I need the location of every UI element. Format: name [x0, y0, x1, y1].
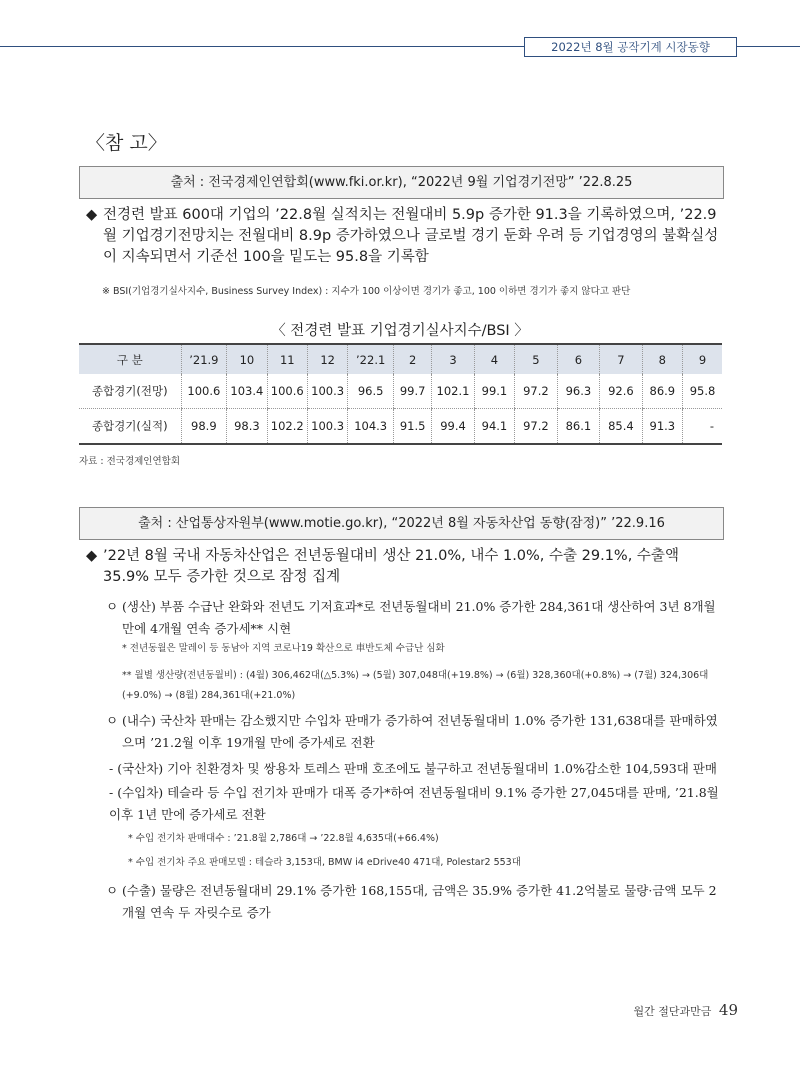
table-source: 자료 : 전국경제인연합회: [79, 456, 181, 467]
header-cell: ’22.1: [348, 344, 394, 374]
section-title: 〈참 고〉: [86, 132, 167, 154]
table-cell: 98.3: [227, 409, 267, 445]
bullet-text: ’22년 8월 국내 자동차산업은 전년동월대비 생산 21.0%, 내수 1.0%, 수출 29.1%, 수출액 35.9% 모두 증가한 것으로 잠정 집계: [103, 548, 679, 585]
header-cell: 10: [227, 344, 267, 374]
table-cell: 102.2: [267, 409, 307, 445]
table-cell: 94.1: [474, 409, 514, 445]
table-cell: 100.6: [267, 374, 307, 409]
table-cell: 99.4: [432, 409, 475, 445]
table-cell: 99.1: [474, 374, 514, 409]
page-footer: [634, 1001, 738, 1019]
table-cell: 95.8: [683, 374, 722, 409]
circle-bullet-icon: ㅇ: [106, 599, 119, 614]
table-cell: 92.6: [600, 374, 643, 409]
circle-bullet-icon: ㅇ: [106, 883, 119, 898]
table-row: [79, 374, 722, 409]
table-cell: 98.9: [181, 409, 227, 445]
header-cell: 구 분: [79, 344, 181, 374]
header-cell: 4: [474, 344, 514, 374]
source-box-motie: 출처 : 산업통상자원부(www.motie.go.kr), “2022년 8월 자동차산업 동향(잠정)” ’22.9.16: [79, 507, 724, 540]
item-text: (내수) 국산차 판매는 감소했지만 수입차 판매가 증가하여 전년동월대비 1.0% 증가한 131,638대를 판매하였으며 ’21.2월 이후 19개월 만에 증가세로 전환: [122, 713, 718, 750]
source-box-fki: 출처 : 전국경제인연합회(www.fki.or.kr), “2022년 9월 기업경기전망” ’22.8.25: [79, 166, 724, 199]
table-cell: 99.7: [394, 374, 432, 409]
magazine-name: 월간 절단과만금: [633, 1005, 712, 1018]
header-cell: 3: [432, 344, 475, 374]
table-cell: 96.3: [557, 374, 600, 409]
header-cell: 8: [642, 344, 682, 374]
table-header-row: [79, 344, 722, 374]
table-cell: 104.3: [348, 409, 394, 445]
table-cell: 102.1: [432, 374, 475, 409]
table-cell: 97.2: [515, 374, 558, 409]
diamond-bullet-icon: ◆: [86, 207, 98, 223]
table-cell: 97.2: [515, 409, 558, 445]
item-domestic-import: - (수입차) 테슬라 등 수입 전기차 판매가 대폭 증가*하여 전년동월대비 9.1% 증가한 27,045대를 판매, ’21.8월 이후 1년 만에 증가세로 전환: [109, 785, 719, 822]
header-cell: 11: [267, 344, 307, 374]
page-number: 49: [718, 1001, 738, 1019]
header-cell: 9: [683, 344, 722, 374]
header-cell: 12: [307, 344, 347, 374]
item-export: [106, 880, 726, 924]
diamond-bullet-icon: ◆: [86, 548, 98, 564]
header-cell: ’21.9: [181, 344, 227, 374]
table-cell: 86.9: [642, 374, 682, 409]
bullet-text: 전경련 발표 600대 기업의 ’22.8월 실적치는 전월대비 5.9p 증가한 91.3을 기록하였으며, ’22.9월 기업경기전망치는 전월대비 8.9p 증가하였으나 글로벌 경기 둔화 우려 등 기업경영의 불확실성이 지속되면서 기준선 100을 밑도는 95.8을 기록함: [103, 207, 719, 265]
row-label: 종합경기(실적): [91, 419, 168, 433]
table-cell: 91.3: [642, 409, 682, 445]
row-label: 종합경기(전망): [79, 374, 181, 409]
table-cell: 100.3: [307, 374, 347, 409]
import-note-1: * 수입 전기차 판매대수 : ’21.8월 2,786대 → ’22.8월 4,635대(+66.4%): [128, 833, 439, 844]
item-text: (생산) 부품 수급난 완화와 전년도 기저효과*로 전년동월대비 21.0% 증가한 284,361대 생산하여 3년 8개월 만에 4개월 연속 증가세** 시현: [122, 599, 716, 636]
table-cell: 91.5: [394, 409, 432, 445]
item-text: (수출) 물량은 전년동월대비 29.1% 증가한 168,155대, 금액은 35.9% 증가한 41.2억불로 물량·금액 모두 2개월 연속 두 자릿수로 증가: [122, 883, 717, 920]
item-domestic-korean: - (국산차) 기아 친환경차 및 쌍용차 토레스 판매 호조에도 불구하고 전년동월대비 1.0%감소한 104,593대 판매: [109, 761, 717, 776]
bsi-table: [79, 343, 722, 445]
production-note-1: * 전년동월은 말레이 등 동남아 지역 코로나19 확산으로 車반도체 수급난 심화: [122, 643, 445, 654]
item-domestic: [106, 710, 726, 754]
header-cell: 7: [600, 344, 643, 374]
table-cell: 86.1: [557, 409, 600, 445]
bullet-auto-industry: [86, 546, 726, 588]
circle-bullet-icon: ㅇ: [106, 713, 119, 728]
table-cell: -: [683, 409, 722, 445]
import-note-2: * 수입 전기차 주요 판매모델 : 테슬라 3,153대, BMW i4 eDrive40 471대, Polestar2 553대: [128, 857, 521, 868]
header-cell: 6: [557, 344, 600, 374]
table-cell: 103.4: [227, 374, 267, 409]
table-cell: 85.4: [600, 409, 643, 445]
bsi-note: ※ BSI(기업경기실사지수, Business Survey Index) : 지수가 100 이상이면 경기가 좋고, 100 이하면 경기가 좋지 않다고 판단: [102, 286, 631, 297]
table-cell: 100.6: [181, 374, 227, 409]
table-title: 〈 전경련 발표 기업경기실사지수/BSI 〉: [271, 323, 529, 339]
header-title: 2022년 8월 공작기계 시장동향: [524, 37, 737, 57]
header-cell: 5: [515, 344, 558, 374]
item-production: [106, 596, 726, 640]
production-note-2: ** 월별 생산량(전년동월비) : (4월) 306,462대(△5.3%) → (5월) 307,048대(+19.8%) → (6월) 328,360대(+0.8%) → (7월) 324,306대(+9.0%) → (8월) 284,361대(+21.0%): [122, 670, 709, 701]
table-cell: 100.3: [307, 409, 347, 445]
header-cell: 2: [394, 344, 432, 374]
bullet-bsi-summary: [86, 205, 726, 268]
table-cell: 96.5: [348, 374, 394, 409]
table-row: [79, 409, 722, 445]
